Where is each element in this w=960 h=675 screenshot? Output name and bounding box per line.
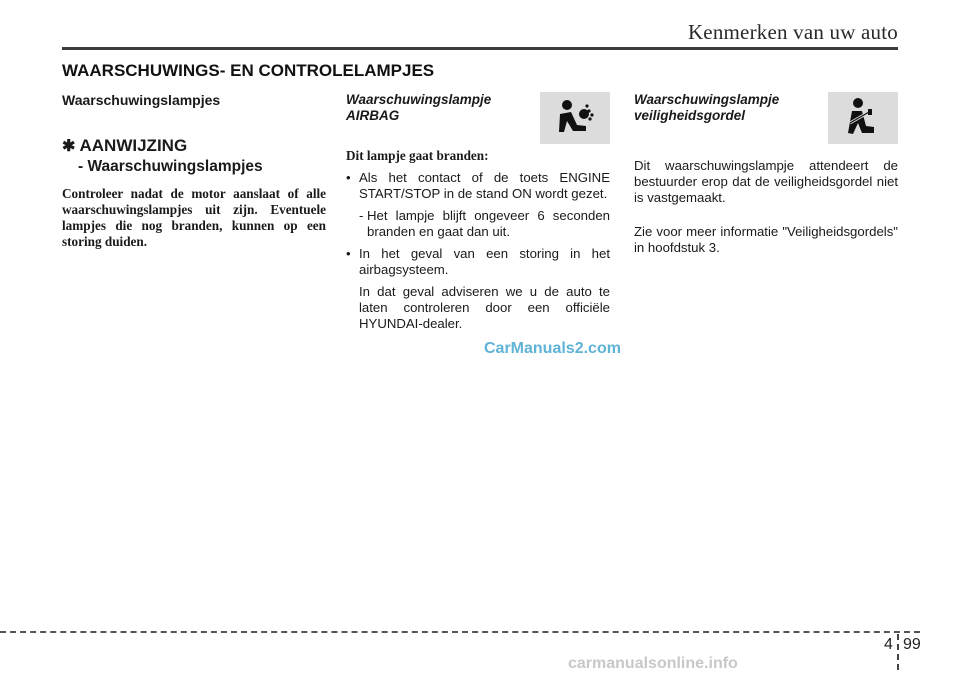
seatbelt-lamp-title: Waarschuwingslampje veiligheidsgordel [634,92,780,123]
page-separator [897,634,899,670]
column-2 [346,92,610,332]
watermark-bottom: carmanualsonline.info [568,655,738,672]
footer-rule [0,631,920,633]
seatbelt-lamp-header [634,92,898,144]
column-1 [62,92,326,250]
note-title-text: AANWIJZING [79,136,188,155]
watermark-logo: CarManuals2.com [484,340,621,357]
seatbelt-reference: Zie voor meer informatie "Veiligheidsgordels" in hoofdstuk 3. [634,224,898,255]
lamp-lead: Dit lampje gaat branden: [346,148,489,163]
bullet-item: • Als het contact of de toets ENGINE START/STOP in de stand ON wordt gezet. [346,170,610,202]
section-title: WAARSCHUWINGS- EN CONTROLELAMPJES [62,61,435,80]
airbag-lamp-title: Waarschuwingslampje AIRBAG [346,92,492,123]
airbag-warning-icon [540,92,610,144]
bullet-item: • In het geval van een storing in het airbagsysteem. [346,246,610,278]
subheading: Waarschuwingslampjes [62,92,221,108]
airbag-lamp-header [346,92,610,144]
chapter-number: 4 [884,636,893,653]
seatbelt-warning-icon [828,92,898,144]
note-title [62,136,326,156]
note-star-icon: ✱ [62,138,76,155]
note-subtitle: - Waarschuwingslampjes [78,158,263,175]
page-number: 99 [903,636,921,653]
column-3 [634,92,898,256]
running-header: Kenmerken van uw auto [687,20,898,44]
bullet-continuation: In dat geval adviseren we u de auto te laten controleren door een officiële HYUNDAI-dealer. [359,284,610,331]
seatbelt-description: Dit waarschuwingslampje attendeert de bestuurder erop dat de veiligheidsgordel niet is vastgemaakt. [634,158,898,205]
dash-item: - Het lampje blijft ongeveer 6 seconden branden en gaat dan uit. [346,208,610,240]
note-body: Controleer nadat de motor aanslaat of alle waarschuwingslampjes uit zijn. Eventuele lampjes die nog branden, kunnen op een storing duiden. [62,186,326,249]
header-rule [62,47,898,50]
